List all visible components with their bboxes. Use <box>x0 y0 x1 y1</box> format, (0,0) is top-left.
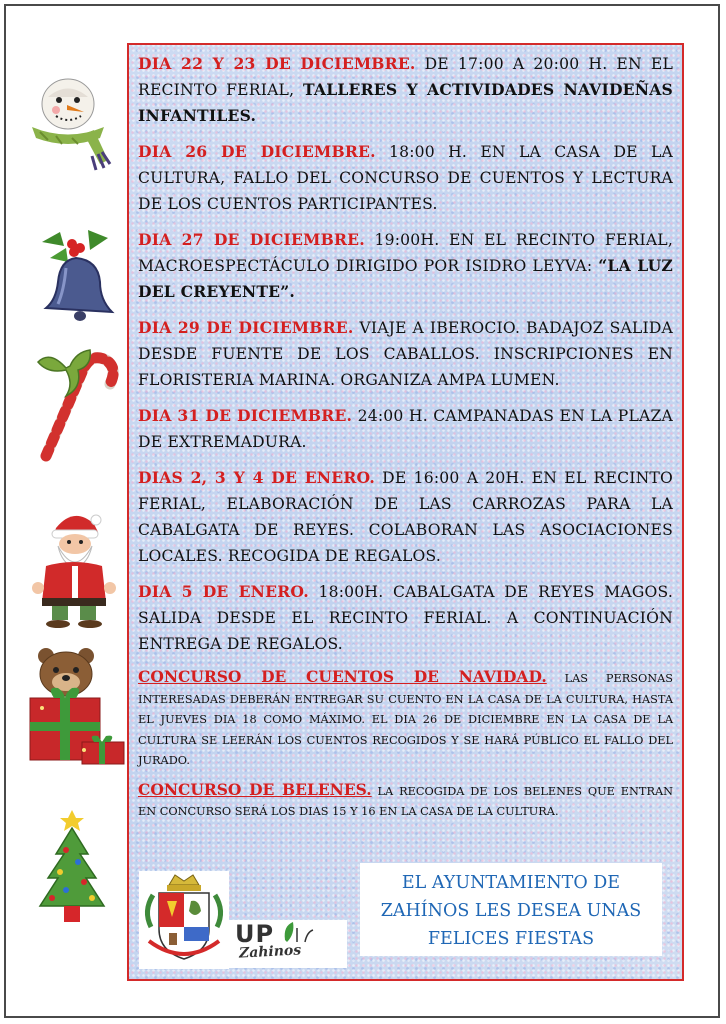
entry-dec-29 <box>138 315 673 393</box>
entry-date: DIA 31 DE DICIEMBRE. <box>138 406 353 425</box>
entry-bold: “LA LUZ DEL CREYENTE”. <box>138 256 673 301</box>
entry-date: DIA 27 DE DICIEMBRE. <box>138 230 365 249</box>
entry-text: 19:00H. EN EL RECINTO FERIAL, MACROESPECTÁCULO DIRIGIDO POR ISIDRO LEYVA: <box>138 231 673 275</box>
entry-jan-5 <box>138 579 673 657</box>
contest-text: LAS PERSONAS INTERESADAS DEBERÁN ENTREGAR SU CUENTO EN LA CASA DE LA CULTURA, HASTA EL JUEVES DIA 18 COMO MÁXIMO. EL DIA 26 DE DICIEMBRE EN LA CASA DE LA CULTURA SE LEERÁN LOS CUENTOS RECOGIDOS Y SE HARÁ PÚBLICO EL FALLO DEL JURADO. <box>138 672 673 767</box>
crest-icon <box>139 871 229 969</box>
entry-dec-26 <box>138 139 673 217</box>
entry-text: 18:00 H. EN LA CASA DE LA CULTURA, FALLO DEL CONCURSO DE CUENTOS Y LECTURA DE LOS CUENTOS PARTICIPANTES. <box>138 143 673 213</box>
entry-text: 24:00 H. CAMPANADAS EN LA PLAZA DE EXTREMADURA. <box>138 407 673 451</box>
contest-text: LA RECOGIDA DE LOS BELENES QUE ENTRAN EN CONCURSO SERÁ LOS DIAS 15 Y 16 EN LA CASA DE LA CULTURA. <box>138 784 673 818</box>
entry-text: 18:00H. CABALGATA DE REYES MAGOS. SALIDA DESDE EL RECINTO FERIAL. A CONTINUACIÓN ENTREGA DE REGALOS. <box>138 583 673 653</box>
entry-dec-31 <box>138 403 673 455</box>
up-zahinos-logo <box>229 920 347 968</box>
entry-date: DIA 5 DE ENERO. <box>138 582 309 601</box>
greeting-line: ZAHÍNOS LES DESEA UNAS <box>380 901 642 921</box>
snowman-icon <box>26 72 116 172</box>
entry-dec-22-23 <box>138 51 673 129</box>
entry-jan-2-4 <box>138 465 673 569</box>
bear-gift-icon <box>26 642 128 766</box>
greeting-box <box>360 863 662 956</box>
bell-icon <box>30 220 120 324</box>
program-content <box>138 51 673 831</box>
greeting-line: FELICES FIESTAS <box>427 929 595 949</box>
entry-text: VIAJE A IBEROCIO. BADAJOZ SALIDA DESDE FUENTE DE LOS CABALLOS. INSCRIPCIONES EN FLORISTERIA MARINA. ORGANIZA AMPA LUMEN. <box>138 319 673 389</box>
town-crest <box>139 871 229 969</box>
entry-date: DIAS 2, 3 Y 4 DE ENERO. <box>138 468 375 487</box>
entry-date: DIA 22 Y 23 DE DICIEMBRE. <box>138 54 416 73</box>
santa-icon <box>28 506 120 628</box>
entry-dec-27 <box>138 227 673 305</box>
contest-title: CONCURSO DE BELENES. <box>138 779 372 799</box>
leaf-icon <box>281 920 331 944</box>
contest-stories <box>138 667 673 772</box>
entry-bold: TALLERES Y ACTIVIDADES NAVIDEÑAS INFANTILES. <box>138 80 673 125</box>
greeting-line: EL AYUNTAMIENTO DE <box>401 873 621 893</box>
entry-date: DIA 29 DE DICIEMBRE. <box>138 318 354 337</box>
entry-text: DE 17:00 A 20:00 H. EN EL RECINTO FERIAL, <box>138 55 674 99</box>
contest-title: CONCURSO DE CUENTOS DE NAVIDAD. <box>138 667 547 686</box>
contest-nativity <box>138 780 673 823</box>
candy-cane-icon <box>30 340 122 464</box>
logo-up-text: UP <box>235 920 275 948</box>
program-panel <box>127 43 684 981</box>
christmas-tree-icon <box>36 810 108 926</box>
entry-date: DIA 26 DE DICIEMBRE. <box>138 142 376 161</box>
entry-text: DE 16:00 A 20H. EN EL RECINTO FERIAL, ELABORACIÓN DE LAS CARROZAS PARA LA CABALGATA DE REYES. COLABORAN LAS ASOCIACIONES LOCALES. RECOGIDA DE REGALOS. <box>138 469 674 565</box>
logo-name-text: Zahinos <box>238 942 302 962</box>
